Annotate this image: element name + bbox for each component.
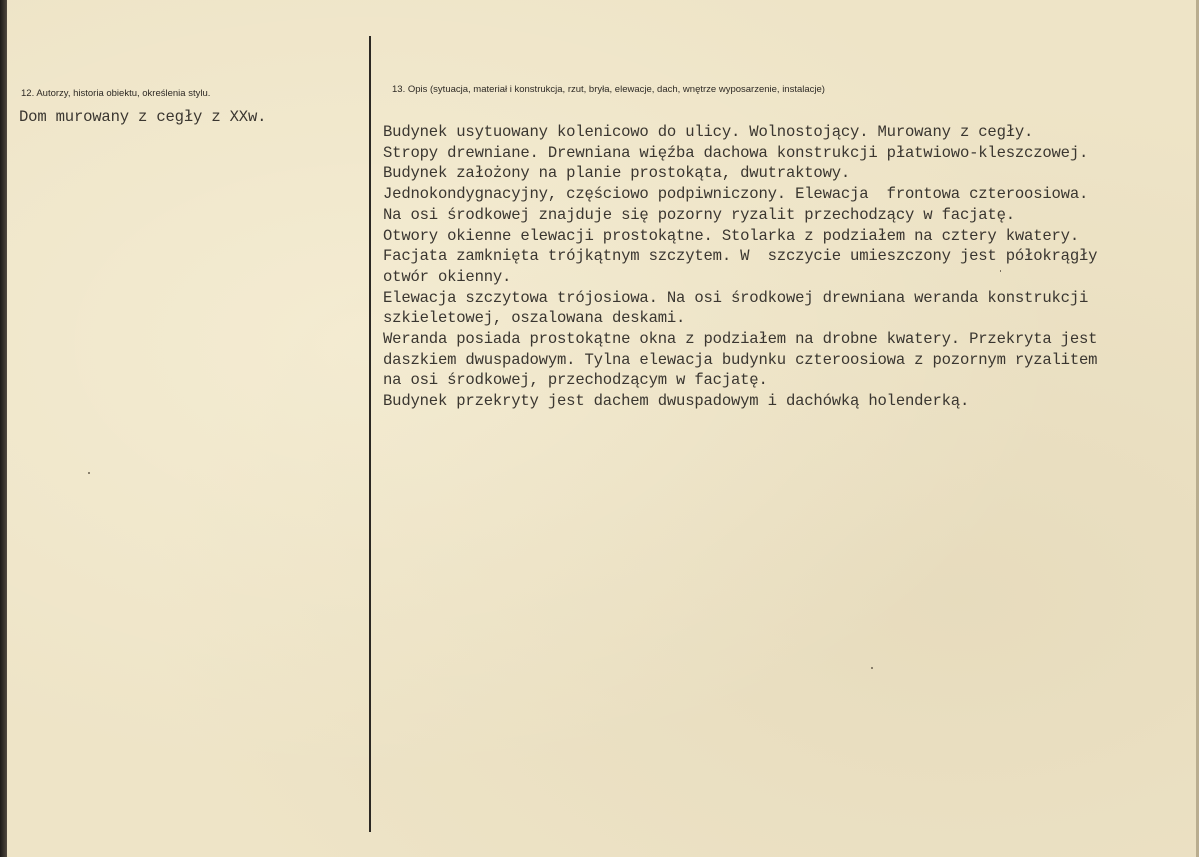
paper-speck [1000, 270, 1001, 272]
description-line: Budynek przekryty jest dachem dwuspadowym i dachówką holenderką. [383, 392, 970, 411]
section-12-header: 12. Autorzy, historia obiektu, określenia stylu. [21, 88, 211, 99]
description-line: Elewacja szczytowa trójosiowa. Na osi środkowej drewniana weranda konstrukcji [383, 288, 1089, 307]
description-line: na osi środkowej, przechodzącym w facjatę. [383, 371, 768, 390]
description-line: Otwory okienne elewacji prostokątne. Stolarka z podziałem na cztery kwatery. [383, 226, 1079, 245]
description-line: Na osi środkowej znajduje się pozorny ryzalit przechodzący w facjatę. [383, 205, 1015, 224]
section-13-header: 13. Opis (sytuacja, materiał i konstrukcja, rzut, bryła, elewacje, dach, wnętrze wyposarzenie, instalacje) [392, 84, 825, 95]
section-13-description [383, 122, 1097, 412]
section-12-text: Dom murowany z cegły z XXw. [19, 108, 267, 126]
description-line: otwór okienny. [383, 267, 512, 286]
description-line: Weranda posiada prostokątne okna z podziałem na drobne kwatery. Przekryta jest [383, 330, 1098, 349]
description-line: szkieletowej, oszalowana deskami. [383, 309, 686, 328]
description-line: daszkiem dwuspadowym. Tylna elewacja budynku czteroosiowa z pozornym ryzalitem [383, 350, 1098, 369]
paper-speck [871, 667, 873, 669]
description-line: Budynek założony na planie prostokąta, dwutraktowy. [383, 164, 851, 183]
description-line: Facjata zamknięta trójkątnym szczytem. W szczycie umieszczony jest półokrągły [383, 247, 1098, 266]
description-line: Stropy drewniane. Drewniana więźba dachowa konstrukcji płatwiowo-kleszczowej. [383, 143, 1089, 162]
description-line: Jednokondygnacyjny, częściowo podpiwniczony. Elewacja frontowa czteroosiowa. [383, 185, 1089, 204]
description-line: Budynek usytuowany kolenicowo do ulicy. Wolnostojący. Murowany z cegły. [383, 123, 1034, 141]
column-divider [369, 36, 371, 832]
paper-speck [88, 472, 90, 474]
